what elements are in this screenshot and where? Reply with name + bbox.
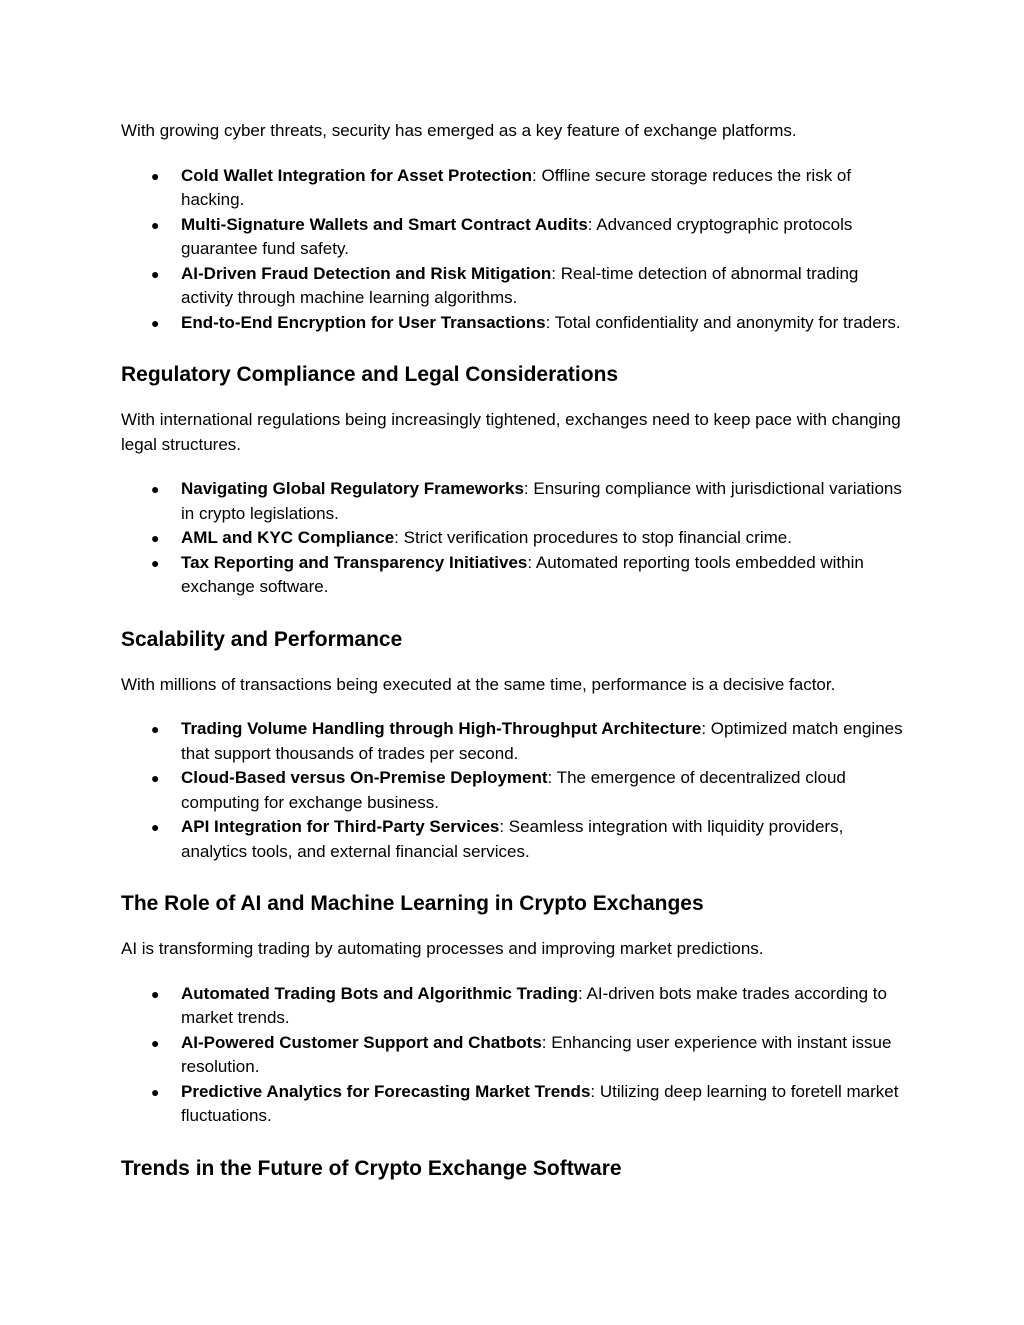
bullet-icon: ● — [151, 265, 160, 282]
list-item-title: Automated Trading Bots and Algorithmic Trading — [181, 983, 578, 1003]
list-item-text: : Ensuring compliance with jurisdictional variations in crypto legislations. — [181, 479, 902, 523]
regulatory-paragraph: With international regulations being increasingly tightened, exchanges need to keep pace with changing legal structures. — [121, 410, 901, 454]
list-item — [121, 477, 906, 526]
document-page — [121, 119, 906, 1183]
list-item-title: Cold Wallet Integration for Asset Protection — [181, 165, 533, 185]
list-item — [121, 551, 906, 600]
bullet-icon: ● — [151, 721, 160, 737]
list-item — [121, 213, 906, 262]
list-item-title: API Integration for Third-Party Services — [181, 817, 500, 836]
list-item-title: Navigating Global Regulatory Frameworks — [181, 479, 524, 498]
list-item — [121, 1031, 906, 1080]
list-item — [121, 766, 906, 815]
bullet-icon: ● — [151, 530, 160, 546]
bullet-icon: ● — [151, 819, 160, 835]
future-heading: Trends in the Future of Crypto Exchange Software — [121, 1156, 622, 1180]
bullet-icon: ● — [151, 314, 160, 331]
list-item-text: : Advanced cryptographic protocols guarantee fund safety. — [181, 214, 853, 258]
list-item-text: : Seamless integration with liquidity providers, analytics tools, and external financial services. — [181, 817, 844, 861]
list-item-title: AI-Powered Customer Support and Chatbots — [181, 1032, 542, 1052]
list-item — [121, 1080, 906, 1129]
list-item-text: : Optimized match engines that support thousands of trades per second. — [181, 719, 903, 763]
list-item — [121, 262, 906, 311]
list-item-text: : Strict verification procedures to stop financial crime. — [394, 528, 792, 547]
list-item — [121, 311, 906, 336]
list-item-title: Tax Reporting and Transparency Initiatives — [181, 552, 528, 572]
list-item — [121, 982, 906, 1031]
security-list — [121, 164, 906, 336]
bullet-icon: ● — [151, 554, 160, 571]
list-item-title: AML and KYC Compliance — [181, 528, 395, 547]
list-item — [121, 717, 906, 766]
list-item-text: : The emergence of decentralized cloud computing for exchange business. — [181, 768, 846, 812]
list-item-text: : Total confidentiality and anonymity for traders. — [545, 312, 901, 332]
list-item-text: : Utilizing deep learning to foretell market fluctuations. — [181, 1081, 899, 1125]
list-item-text: : Enhancing user experience with instant issue resolution. — [181, 1032, 892, 1076]
bullet-icon: ● — [151, 1083, 160, 1100]
list-item-text: : AI-driven bots make trades according to market trends. — [181, 983, 887, 1027]
list-item-title: Predictive Analytics for Forecasting Market Trends — [181, 1081, 591, 1101]
list-item-title: End-to-End Encryption for User Transactions — [181, 312, 546, 332]
list-item-title: Cloud-Based versus On-Premise Deployment — [181, 768, 548, 787]
scalability-heading: Scalability and Performance — [121, 627, 403, 651]
list-item — [121, 164, 906, 213]
bullet-icon: ● — [151, 770, 160, 786]
scalability-paragraph: With millions of transactions being executed at the same time, performance is a decisive factor. — [121, 674, 836, 694]
scalability-list — [121, 717, 906, 864]
list-item-title: Trading Volume Handling through High-Throughput Architecture — [181, 719, 702, 738]
list-item-text: : Offline secure storage reduces the risk of hacking. — [181, 165, 852, 209]
bullet-icon: ● — [151, 1034, 160, 1051]
regulatory-list — [121, 477, 906, 600]
ai-heading: The Role of AI and Machine Learning in Crypto Exchanges — [121, 892, 704, 915]
list-item-text: : Automated reporting tools embedded within exchange software. — [181, 552, 864, 596]
list-item — [121, 815, 906, 864]
bullet-icon: ● — [151, 167, 160, 184]
bullet-icon: ● — [151, 481, 160, 497]
security-intro-paragraph: With growing cyber threats, security has emerged as a key feature of exchange platforms. — [121, 121, 797, 140]
list-item-text: : Real-time detection of abnormal trading activity through machine learning algorithms. — [181, 263, 859, 307]
list-item — [121, 526, 906, 551]
bullet-icon: ● — [151, 985, 160, 1002]
list-item-title: AI-Driven Fraud Detection and Risk Mitigation — [181, 263, 552, 283]
regulatory-heading: Regulatory Compliance and Legal Considerations — [121, 363, 619, 386]
list-item-title: Multi-Signature Wallets and Smart Contract Audits — [181, 214, 588, 234]
ai-list — [121, 982, 906, 1129]
ai-paragraph: AI is transforming trading by automating processes and improving market predictions. — [121, 939, 764, 958]
bullet-icon: ● — [151, 216, 160, 233]
